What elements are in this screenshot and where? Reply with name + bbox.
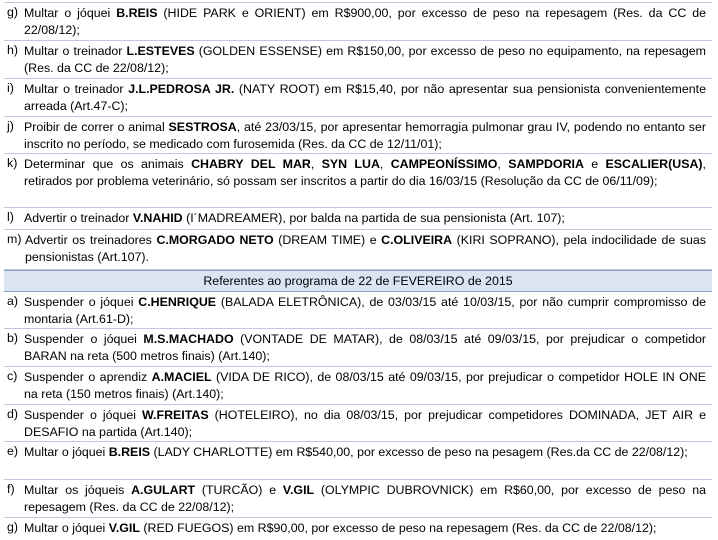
item-label: a): [7, 294, 19, 308]
item-label: m): [7, 232, 22, 246]
list-item: [4, 230, 712, 270]
list-item: [4, 405, 712, 442]
list-item: [4, 79, 712, 117]
list-item: [4, 329, 712, 367]
section-header: Referentes ao programa de 22 de FEVEREIRO de 2015: [4, 270, 712, 292]
item-label: c): [7, 369, 18, 383]
item-label: b): [7, 331, 19, 345]
item-label: d): [7, 407, 19, 421]
item-text: Multar o jóquei B.REIS (HIDE PARK e ORIENT) em R$900,00, por excesso de peso na repesagem (Res. da CC de 22/08/12);: [24, 6, 707, 37]
item-text: Multar os jóqueis A.GULART (TURCÃO) e V.GIL (OLYMPIC DUBROVNICK) em R$60,00, por excesso de peso na repesagem (Res. da CC de 22/08/12);: [24, 483, 706, 514]
item-text: Multar o jóquei B.REIS (LADY CHARLOTTE) em R$540,00, por excesso de peso na pesagem (Res.da CC de 22/08/12);: [24, 445, 688, 459]
item-label: f): [7, 482, 15, 496]
list-item: [4, 442, 712, 480]
list-item: [4, 292, 712, 329]
item-text: Suspender o jóquei W.FREITAS (HOTELEIRO), no dia 08/03/15, por prejudicar competidores DOMINADA, JET AIR e DESAFIO na partida (Art.140);: [24, 408, 706, 439]
list-item: [4, 208, 712, 230]
item-label: e): [7, 444, 19, 458]
item-label: j): [7, 119, 14, 133]
item-text: Suspender o aprendiz A.MACIEL (VIDA DE RICO), de 08/03/15 até 09/03/15, por prejudicar o competidor HOLE IN ONE na reta (150 metros finais) (Art.140);: [24, 370, 706, 401]
item-label: k): [7, 156, 18, 170]
item-text: Determinar que os animais CHABRY DEL MAR, SYN LUA, CAMPEONÍSSIMO, SAMPDORIA e ESCALIER(USA), retirados por problema veterinário, só possam ser inscritos a partir do dia 16/03/15 (Resolução da CC de 06/11/09);: [24, 157, 706, 188]
item-label: l): [7, 210, 14, 224]
list-item: [4, 41, 712, 79]
item-text: Suspender o jóquei C.HENRIQUE (BALADA ELETRÔNICA), de 03/03/15 até 10/03/15, por não cumprir compromisso de montaria (Art.61-D);: [24, 295, 706, 326]
item-text: Multar o jóquei V.GIL (RED FUEGOS) em R$90,00, por excesso de peso na repesagem (Res. da CC de 22/08/12);: [24, 521, 657, 535]
item-text: Multar o treinador L.ESTEVES (GOLDEN ESSENSE) em R$150,00, por excesso de peso no equipamento, na repesagem (Res. da CC de 22/08/12);: [24, 44, 706, 75]
list-item: [4, 2, 712, 41]
item-label: g): [7, 5, 19, 19]
item-text: Suspender o jóquei M.S.MACHADO (VONTADE DE MATAR), de 08/03/15 até 09/03/15, por prejudicar o competidor BARAN na reta (500 metros finais) (Art.140);: [24, 332, 706, 363]
item-text: Multar o treinador J.L.PEDROSA JR. (NATY ROOT) em R$15,40, por não apresentar sua pensionista convenientemente arreada (Art.47-C);: [24, 82, 706, 113]
item-label: g): [7, 520, 19, 534]
list-item: [4, 154, 712, 208]
list-item: [4, 367, 712, 405]
item-text: Proibir de correr o animal SESTROSA, até 23/03/15, por apresentar hemorragia pulmonar grau IV, podendo no entanto ser inscrito no período, se medicado com furosemida (Res. da CC de 12/11/01);: [24, 120, 707, 151]
item-text: Advertir o treinador V.NAHID (I´MADREAMER), por balda na partida de sua pensionista (Art. 107);: [24, 211, 565, 225]
list-item: [4, 518, 712, 540]
item-label: i): [7, 81, 14, 95]
document-body: [4, 2, 712, 540]
list-item: [4, 117, 712, 154]
list-item: [4, 480, 712, 518]
item-text: Advertir os treinadores C.MORGADO NETO (DREAM TIME) e C.OLIVEIRA (KIRI SOPRANO), pela indocilidade de suas pensionistas (Art.107).: [25, 233, 706, 264]
item-label: h): [7, 43, 19, 57]
